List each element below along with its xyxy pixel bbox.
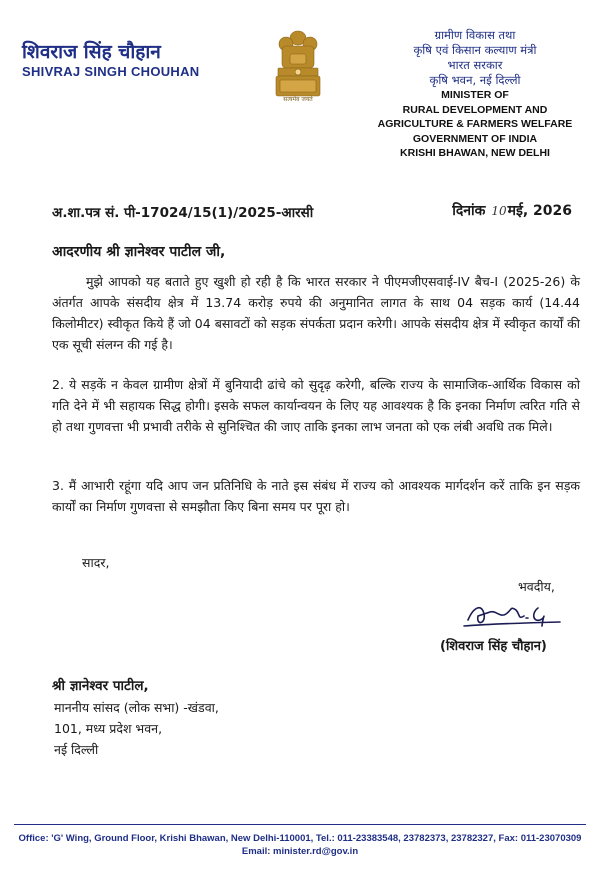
handwritten-signature: [460, 596, 570, 636]
minister-name-hindi: शिवराज सिंह चौहान: [22, 41, 161, 63]
ministry-hindi-line: कृषि भवन, नई दिल्ली: [429, 73, 521, 87]
recipient-address-line: माननीय सांसद (लोक सभा) -खंडवा,: [54, 700, 219, 715]
yours-faithfully: भवदीय,: [518, 579, 555, 594]
footer-address: Office: 'G' Wing, Ground Floor, Krishi Bhawan, New Delhi-110001, Tel.: 011-23383548, 23782373, 23782327, Fax: 011-23070309: [18, 833, 582, 844]
letter-reference-number: अ.शा.पत्र सं. पी-17024/15(1)/2025-आरसी: [52, 205, 314, 221]
ministry-english-line: MINISTER OF: [441, 89, 509, 101]
ministry-english-line: AGRICULTURE & FARMERS WELFARE: [377, 118, 573, 130]
footer-email: Email: minister.rd@gov.in: [241, 846, 359, 857]
date-label: दिनांक: [452, 203, 486, 219]
paragraph-3: 3. मैं आभारी रहूंगा यदि आप जन प्रतिनिधि के नाते इस संबंध में राज्य को आवश्यक मार्गदर्शन करें ताकि इन सड़क कार्यों का निर्माण गुणवत्ता से समझौता किए बिना समय पर पूरा हो।: [52, 478, 580, 514]
footer-divider: [14, 824, 586, 825]
paragraph-1: मुझे आपको यह बताते हुए खुशी हो रही है कि भारत सरकार ने पीएमजीएसवाई-IV बैच-I (2025-26) के अंतर्गत आपके संसदीय क्षेत्र में 13.74 करोड़ रुपये की अनुमानित लागत के साथ 04 सड़क कार्य (14.44 किलोमीटर) स्वीकृत किये हैं जो 04 बसावटों को सड़क संपर्कता प्रदान करेगी। आपके संसदीय क्षेत्र में स्वीकृत कार्यों की एक सूची संलग्न की गई है।: [52, 274, 580, 352]
letter-date: [452, 201, 572, 220]
ministry-hindi-line: कृषि एवं किसान कल्याण मंत्री: [413, 43, 537, 57]
recipient-address-line: 101, मध्य प्रदेश भवन,: [54, 721, 163, 736]
ministry-english-line: RURAL DEVELOPMENT AND: [402, 103, 548, 116]
date-day-handwritten: 10: [491, 204, 507, 218]
signer-name: (शिवराज सिंह चौहान): [440, 639, 547, 654]
recipient-name: श्री ज्ञानेश्वर पाटील,: [52, 678, 149, 694]
recipient-address-line: नई दिल्ली: [54, 742, 99, 757]
ministry-english-line: KRISHI BHAWAN, NEW DELHI: [400, 147, 550, 159]
date-month-year: मई, 2026: [507, 203, 572, 219]
recipient-address: [52, 676, 219, 760]
minister-name-english: SHIVRAJ SINGH CHOUHAN: [22, 64, 200, 79]
salutation: आदरणीय श्री ज्ञानेश्वर पाटील जी,: [52, 244, 226, 260]
emblem-motto: सत्यमेव जयते: [283, 96, 313, 103]
closing-regards: सादर,: [82, 555, 110, 570]
ministry-designation: [370, 28, 580, 161]
ministry-hindi-line: ग्रामीण विकास तथा: [434, 28, 516, 42]
paragraph-2: 2. ये सड़कें न केवल ग्रामीण क्षेत्रों में बुनियादी ढांचे को सुदृढ़ करेगी, बल्कि राज्य के सामाजिक-आर्थिक विकास को गति देने में भी सहायक सिद्ध होगी। इसके सफल कार्यान्वयन के लिए यह आवश्यक है कि इनका निर्माण त्वरित गति से हो तथा गुणवत्ता भी प्रभावी तरीके से सुनिश्चित की जाए ताकि इनका लाभ जनता को एक लंबी अवधि तक मिले।: [52, 377, 580, 434]
national-emblem-icon: [268, 24, 328, 106]
ministry-hindi-line: भारत सरकार: [447, 58, 503, 72]
office-footer: [10, 832, 590, 858]
ministry-english-line: GOVERNMENT OF INDIA: [412, 132, 538, 145]
